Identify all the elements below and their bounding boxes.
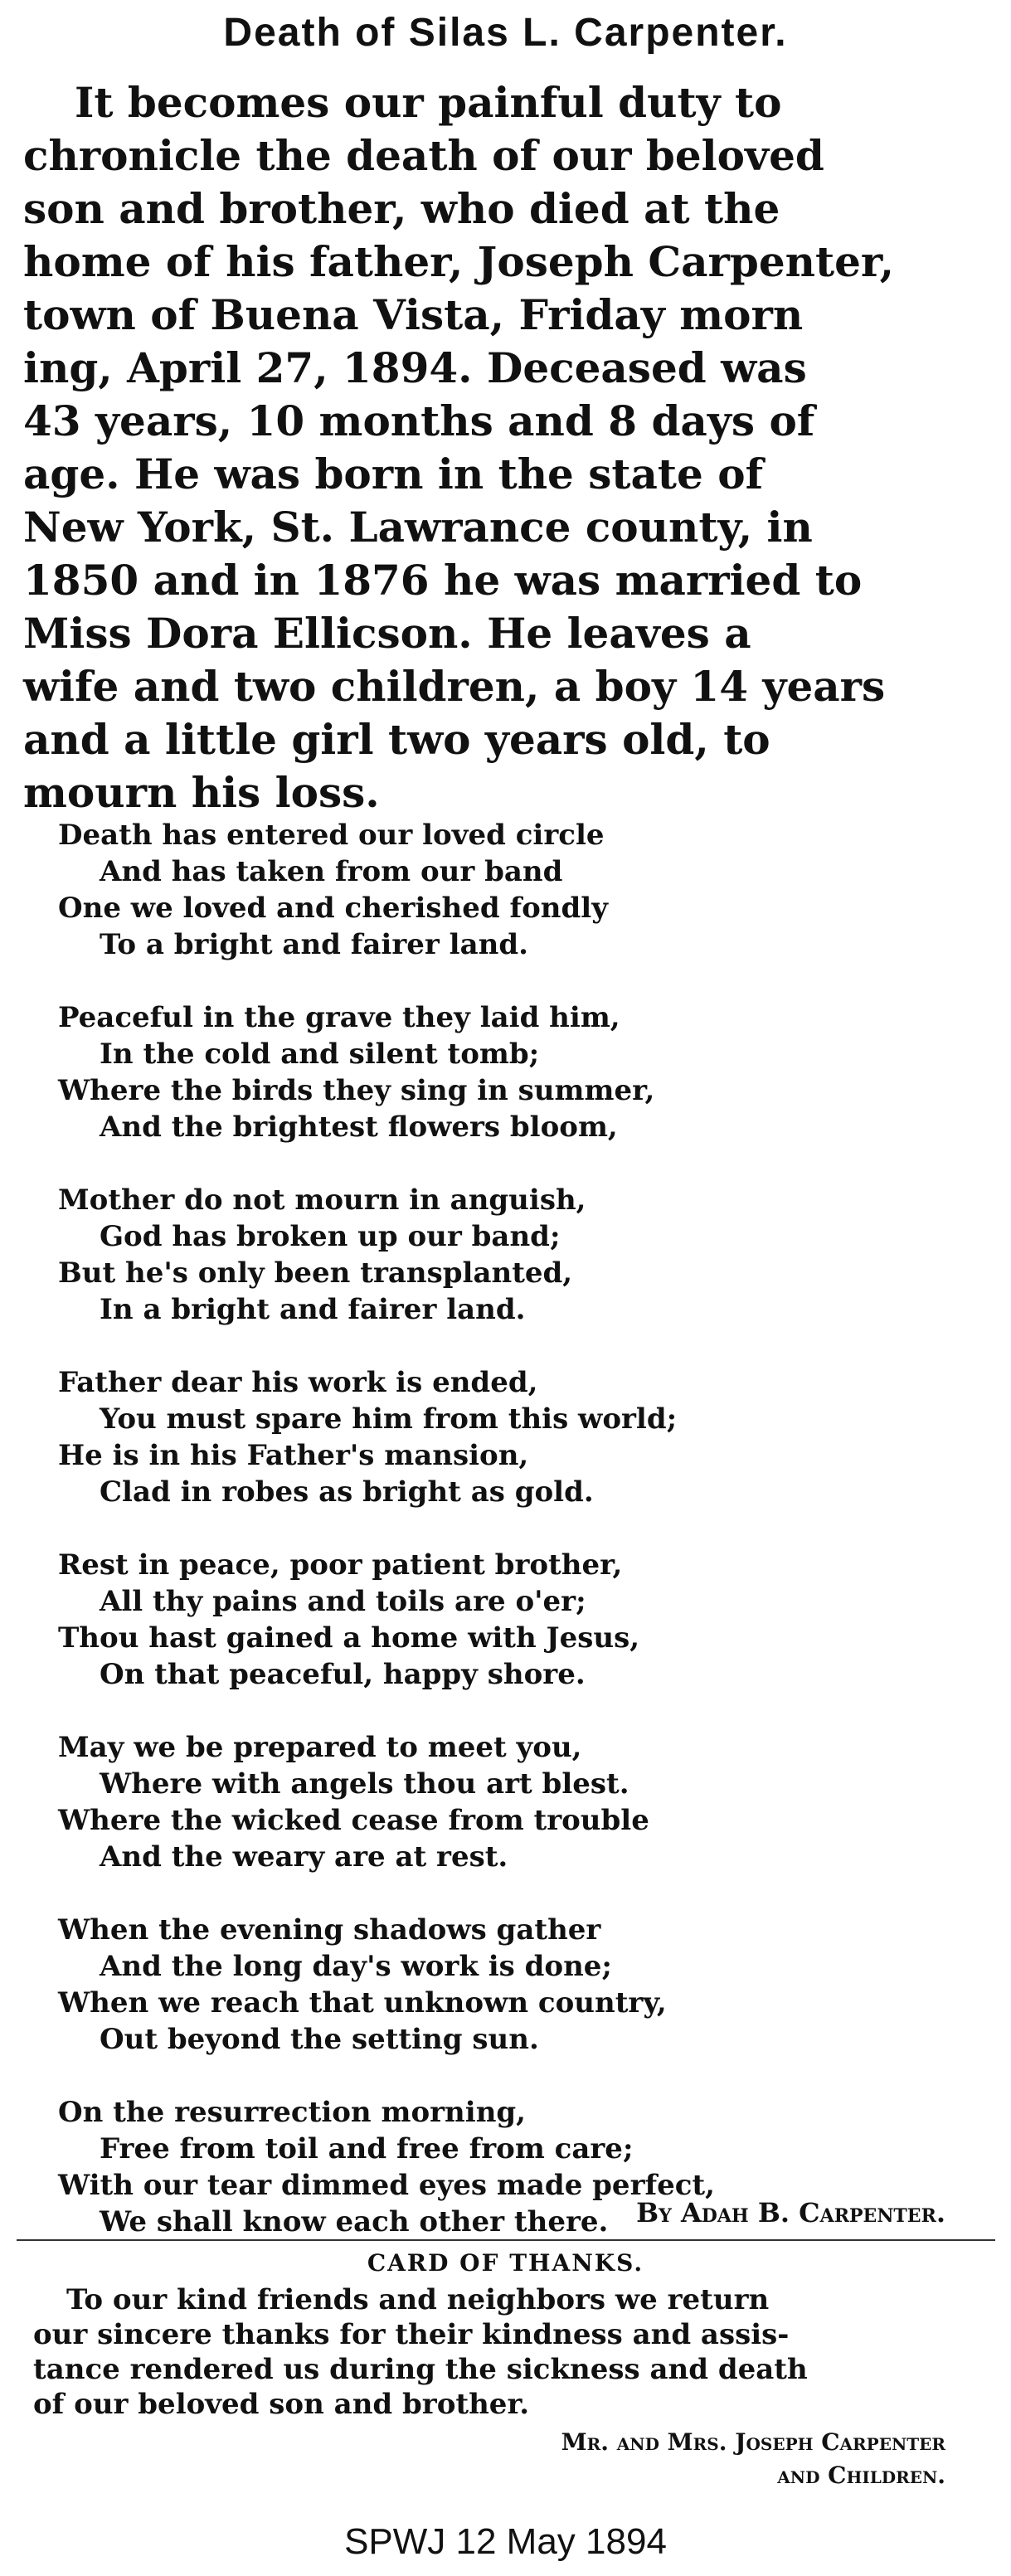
- poem-line: When we reach that unknown country,: [58, 1986, 667, 2019]
- poem-line: On that peaceful, happy shore.: [100, 1658, 586, 1691]
- poem-line: Where the birds they sing in summer,: [58, 1074, 655, 1107]
- poem-line: Death has entered our loved circle: [58, 819, 605, 852]
- poem-line: On the resurrection morning,: [58, 2096, 527, 2129]
- poem-stanza: [58, 817, 954, 963]
- poem-byline: By Adah B. Carpenter.: [636, 2197, 945, 2228]
- poem-stanza: [58, 1729, 954, 1875]
- obituary-line: New York, St. Lawrance county, in: [23, 503, 813, 552]
- poem-line: With our tear dimmed eyes made perfect,: [58, 2169, 715, 2202]
- obituary-line: 43 years, 10 months and 8 days of: [23, 396, 815, 445]
- obituary-line: ing, April 27, 1894. Deceased was: [23, 343, 807, 392]
- obituary-line: wife and two children, a boy 14 years: [23, 662, 886, 711]
- poem-line: But he's only been transplanted,: [58, 1256, 573, 1290]
- poem-stanza: [58, 1912, 954, 2058]
- card-of-thanks-heading: CARD OF THANKS.: [367, 2249, 644, 2277]
- poem-line: And the long day's work is done;: [100, 1950, 612, 1983]
- poem-line: To a bright and fairer land.: [100, 928, 528, 961]
- poem-line: You must spare him from this world;: [100, 1402, 678, 1436]
- obituary-line: and a little girl two years old, to: [23, 715, 770, 764]
- poem-stanza: [58, 999, 954, 1145]
- obituary-body: [23, 76, 985, 819]
- poem-line: When the evening shadows gather: [58, 1913, 601, 1947]
- poem-line: Where the wicked cease from trouble: [58, 1804, 649, 1837]
- obituary-line: 1850 and in 1876 he was married to: [23, 556, 863, 605]
- card-line: tance rendered us during the sickness and death: [33, 2353, 808, 2386]
- obituary-line: town of Buena Vista, Friday morn: [23, 290, 804, 339]
- obituary-line: age. He was born in the state of: [23, 450, 764, 498]
- poem-stanza: [58, 1364, 954, 1510]
- poem-line: He is in his Father's mansion,: [58, 1439, 529, 1472]
- poem-line: May we be prepared to meet you,: [58, 1731, 582, 1764]
- card-line: To our kind friends and neighbors we return: [66, 2283, 770, 2316]
- signature-line: and Children.: [777, 2462, 945, 2489]
- poem-line: Father dear his work is ended,: [58, 1366, 538, 1399]
- memorial-poem: [58, 817, 954, 2277]
- poem-stanza: [58, 1547, 954, 1693]
- poem-line: All thy pains and toils are o'er;: [100, 1585, 586, 1618]
- source-caption: SPWJ 12 May 1894: [344, 2521, 667, 2562]
- poem-line: And the brightest flowers bloom,: [100, 1111, 618, 1144]
- poem-line: Rest in peace, poor patient brother,: [58, 1548, 623, 1582]
- card-line: of our beloved son and brother.: [33, 2388, 530, 2421]
- obituary-line: son and brother, who died at the: [23, 184, 780, 233]
- signature-line: Mr. and Mrs. Joseph Carpenter: [561, 2428, 945, 2456]
- obituary-line: mourn his loss.: [23, 768, 380, 817]
- obituary-line: Miss Dora Ellicson. He leaves a: [23, 609, 751, 658]
- card-of-thanks-body: [33, 2282, 987, 2422]
- card-signature: [0, 2426, 945, 2492]
- poem-line: Mother do not mourn in anguish,: [58, 1184, 586, 1217]
- poem-line: Clad in robes as bright as gold.: [100, 1475, 594, 1509]
- headline: Death of Silas L. Carpenter.: [223, 11, 788, 55]
- poem-line: And the weary are at rest.: [100, 1840, 508, 1874]
- section-divider: [17, 2239, 995, 2241]
- poem-line: Peaceful in the grave they laid him,: [58, 1001, 620, 1034]
- poem-line: And has taken from our band: [100, 855, 563, 888]
- poem-line: Out beyond the setting sun.: [100, 2023, 539, 2056]
- obituary-line: It becomes our painful duty to: [75, 78, 782, 127]
- poem-line: One we loved and cherished fondly: [58, 892, 608, 925]
- obituary-line: home of his father, Joseph Carpenter,: [23, 237, 895, 286]
- poem-line: In a bright and fairer land.: [100, 1293, 526, 1326]
- poem-line: In the cold and silent tomb;: [100, 1038, 540, 1071]
- poem-line: Free from toil and free from care;: [100, 2132, 634, 2165]
- obituary-line: chronicle the death of our beloved: [23, 131, 824, 180]
- poem-line: God has broken up our band;: [100, 1220, 561, 1253]
- poem-stanza: [58, 1182, 954, 1328]
- card-line: our sincere thanks for their kindness and assis-: [33, 2318, 790, 2351]
- poem-line: We shall know each other there.: [100, 2205, 609, 2238]
- poem-line: Thou hast gained a home with Jesus,: [58, 1621, 640, 1655]
- poem-line: Where with angels thou art blest.: [100, 1767, 629, 1801]
